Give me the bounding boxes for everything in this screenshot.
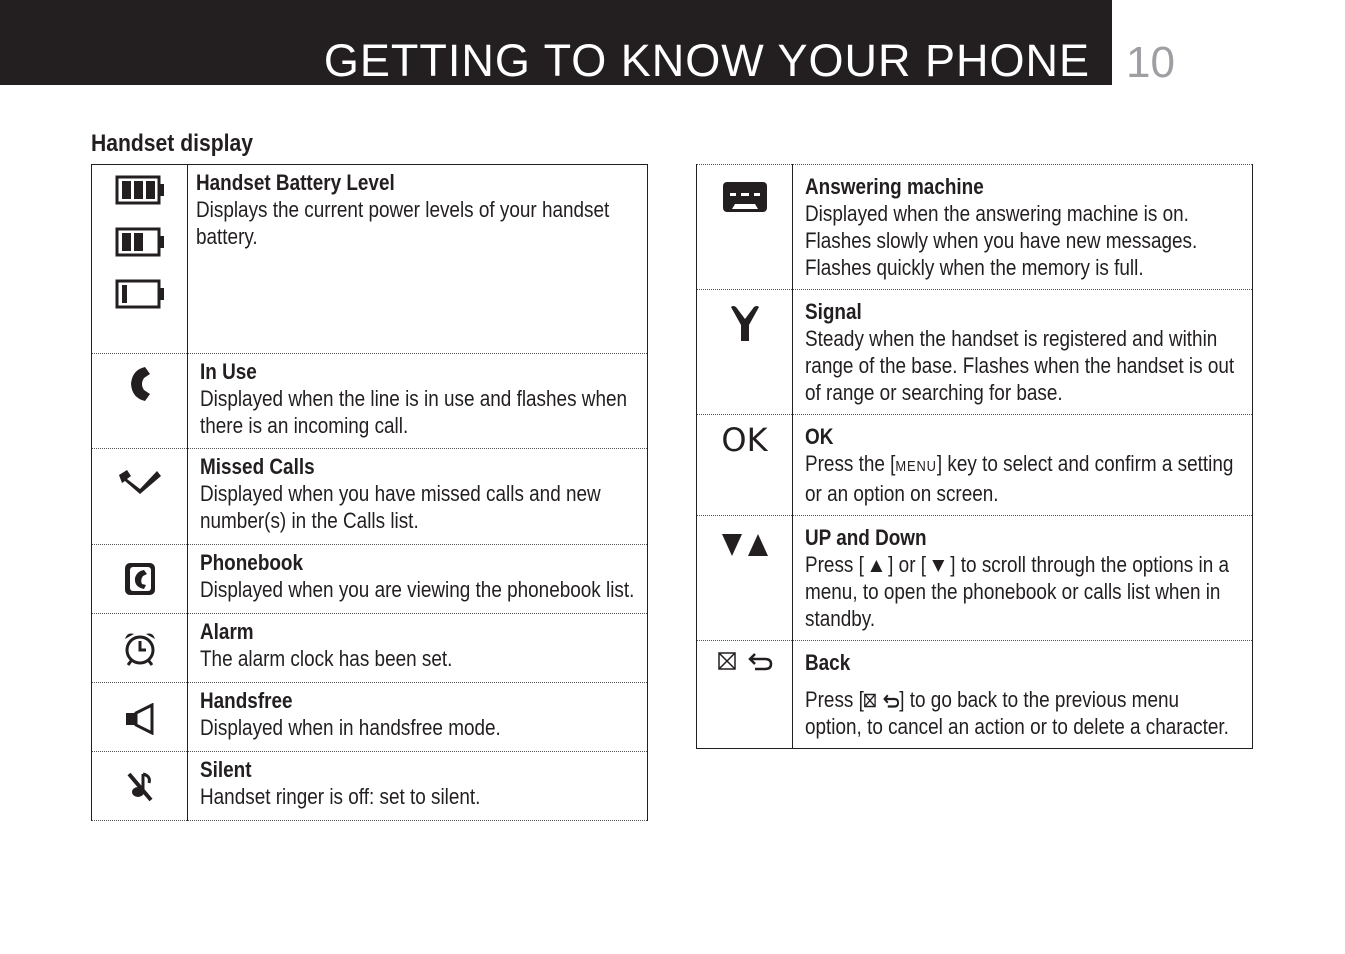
row-desc: Steady when the handset is registered and within range of the base. Flashes when the handset is out of range or searching for base.	[805, 326, 1235, 405]
table-row	[92, 354, 648, 449]
row-desc: Displays the current power levels of your handset battery.	[196, 197, 610, 249]
menu-key-label: MENU	[895, 458, 937, 475]
row-desc: Displayed when the line is in use and flashes when there is an incoming call.	[200, 386, 628, 438]
row-title: UP and Down	[805, 525, 927, 550]
row-title: Missed Calls	[200, 454, 315, 479]
row-title: In Use	[200, 359, 257, 384]
alarm-clock-icon	[122, 630, 158, 666]
up-arrow-icon	[869, 559, 883, 573]
row-desc	[805, 450, 1241, 507]
battery-full-icon	[115, 175, 165, 205]
table-row	[92, 752, 648, 821]
return-arrow-icon	[747, 651, 773, 671]
right-icon-table	[696, 164, 1253, 749]
row-desc: Displayed when you have missed calls and new number(s) in the Calls list.	[200, 481, 601, 533]
row-title: Phonebook	[200, 550, 304, 575]
row-desc: Displayed when you are viewing the phonebook list.	[200, 577, 635, 602]
row-title: Handsfree	[200, 688, 293, 713]
table-row	[697, 165, 1253, 290]
row-title: Silent	[200, 757, 252, 782]
down-arrow-icon	[931, 559, 945, 573]
desc-text: ] to scroll through the options in a menu, to open the phonebook or calls list when in standby.	[805, 552, 1230, 631]
row-title: OK	[805, 424, 834, 449]
battery-low-icon	[115, 279, 165, 309]
row-desc	[805, 551, 1241, 632]
table-row	[92, 165, 648, 354]
desc-text: Press the [	[805, 451, 896, 476]
ringer-off-icon	[125, 770, 155, 804]
desc-text: Press [	[805, 552, 870, 577]
section-title: Handset display	[91, 130, 253, 157]
page-title: GETTING TO KNOW YOUR PHONE	[323, 35, 1090, 86]
table-row	[92, 545, 648, 614]
desc-text: ] or [	[882, 552, 932, 577]
desc-text: ] key to select and confirm a setting or an option on screen.	[805, 451, 1234, 506]
desc-text: ] to go back to the previous menu option, to cancel an action or to delete a character.	[805, 687, 1229, 739]
back-icon	[697, 641, 792, 671]
phonebook-icon	[123, 561, 157, 597]
battery-medium-icon	[115, 227, 165, 257]
row-desc: Handset ringer is off: set to silent.	[200, 784, 481, 809]
missed-call-icon	[117, 467, 163, 495]
table-row	[92, 449, 648, 545]
row-desc	[805, 686, 1241, 740]
table-row	[697, 415, 1253, 516]
antenna-icon	[728, 304, 762, 344]
row-title: Answering machine	[805, 174, 984, 199]
ok-icon: OK	[721, 421, 768, 459]
return-arrow-icon	[882, 693, 899, 708]
battery-level-icon	[92, 165, 187, 309]
header-bar	[0, 0, 1112, 85]
table-row	[92, 683, 648, 752]
row-title: Handset Battery Level	[196, 170, 395, 195]
row-title: Alarm	[200, 619, 254, 644]
desc-text: Press [	[805, 687, 864, 712]
table-row	[92, 614, 648, 683]
row-desc: Displayed when in handsfree mode.	[200, 715, 501, 740]
clear-icon	[864, 693, 877, 708]
row-title: Back	[805, 650, 851, 675]
table-row	[697, 290, 1253, 415]
phone-handset-icon	[125, 364, 155, 404]
down-up-triangles-icon	[720, 532, 770, 558]
clear-icon	[717, 651, 737, 671]
speaker-icon	[124, 703, 156, 735]
row-desc: Displayed when the answering machine is on. Flashes slowly when you have new messages. Flashes quickly when the memory is full.	[805, 201, 1198, 280]
page-number: 10	[1126, 38, 1175, 87]
cassette-icon	[722, 181, 768, 213]
row-title: Signal	[805, 299, 862, 324]
up-down-arrows-icon	[697, 516, 792, 558]
left-icon-table	[91, 164, 648, 821]
table-row	[697, 641, 1253, 749]
table-row	[697, 516, 1253, 641]
row-desc: The alarm clock has been set.	[200, 646, 453, 671]
